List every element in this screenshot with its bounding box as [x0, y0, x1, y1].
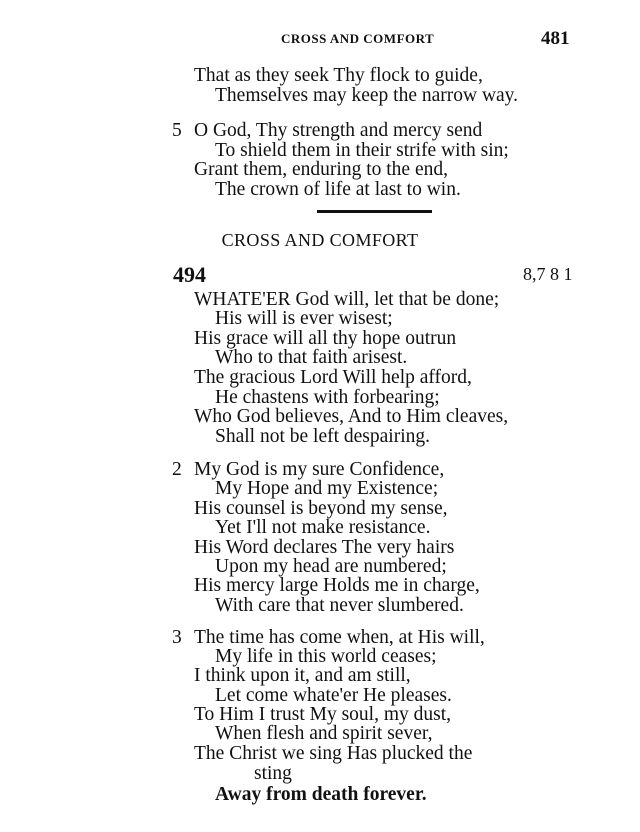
stanza-line: My life in this world ceases;: [215, 646, 437, 667]
stanza-line: His grace will all thy hope outrun: [194, 328, 457, 349]
hymn-meter: 8,7 8 1: [523, 264, 573, 284]
stanza-line: Let come whate'er He pleases.: [215, 685, 452, 706]
stanza-line: WHATE'ER God will, let that be done;: [194, 289, 500, 310]
stanza-line: With care that never slumbered.: [215, 595, 464, 616]
hymn-number: 494: [173, 262, 206, 287]
section-title: CROSS AND COMFORT: [221, 230, 419, 250]
page-number: 481: [541, 28, 570, 49]
stanza-line: Yet I'll not make resistance.: [215, 517, 431, 538]
stanza-line: I think upon it, and am still,: [194, 665, 411, 686]
stanza-line: Themselves may keep the narrow way.: [215, 85, 519, 106]
stanza-line: The crown of life at last to win.: [215, 179, 461, 200]
stanza-line: Away from death forever.: [215, 784, 427, 805]
stanza-line: His Word declares The very hairs: [194, 537, 455, 558]
stanza-line: The gracious Lord Will help afford,: [194, 367, 472, 388]
running-head: CROSS AND COMFORT: [281, 31, 435, 46]
stanza-line: Shall not be left despairing.: [215, 426, 430, 447]
stanza-line: To shield them in their strife with sin;: [215, 140, 509, 161]
stanza-line: 3 The time has come when, at His will,: [172, 627, 485, 648]
stanza-line: To Him I trust My soul, my dust,: [194, 704, 452, 725]
stanza-line: 5 O God, Thy strength and mercy send: [172, 120, 483, 141]
stanza-number: 3: [172, 627, 182, 648]
stanza-line: His will is ever wisest;: [215, 308, 393, 329]
stanza-line: Grant them, enduring to the end,: [194, 159, 448, 180]
page-header: [0, 28, 640, 53]
stanza-line: The Christ we sing Has plucked the: [194, 743, 473, 764]
stanza-line: My Hope and my Existence;: [215, 478, 439, 499]
stanza-line: His counsel is beyond my sense,: [194, 498, 448, 519]
stanza-line: His mercy large Holds me in charge,: [194, 575, 480, 596]
stanza-line: Upon my head are numbered;: [215, 556, 447, 577]
stanza-line: sting: [254, 763, 292, 784]
stanza-number: 5: [172, 120, 182, 141]
stanza-line: That as they seek Thy flock to guide,: [194, 65, 483, 86]
stanza-line: When flesh and spirit sever,: [215, 723, 433, 744]
stanza-number: 2: [172, 459, 182, 480]
stanza-line: Who to that faith arisest.: [215, 347, 408, 368]
section-divider: [317, 210, 432, 213]
stanza-line: 2 My God is my sure Confidence,: [172, 459, 445, 480]
stanza-line: Who God believes, And to Him cleaves,: [194, 406, 509, 427]
stanza-line: He chastens with forbearing;: [215, 387, 440, 408]
